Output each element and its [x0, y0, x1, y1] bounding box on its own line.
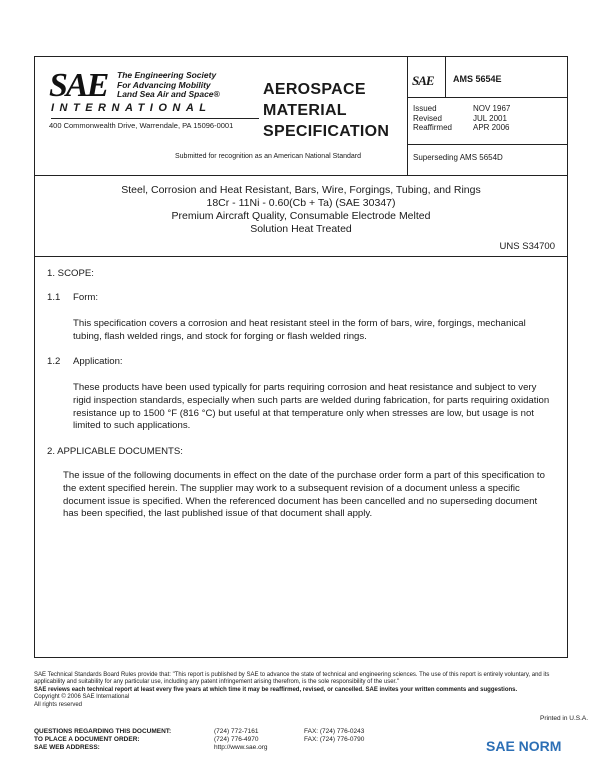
header-block: [35, 57, 567, 176]
date-row-revised: Revised JUL 2001: [413, 113, 507, 123]
date-row-reaffirmed: Reaffirmed APR 2006: [413, 123, 510, 132]
watermark-text: SAE NORM: [486, 738, 562, 754]
phone: (724) 772-7161: [214, 728, 259, 735]
paragraph: The issue of the following documents in effect on the date of the purchase order form a part of this specification to the extent specified herein. The supplier may work to a subsequent revision of a document unless a specific document issue is specified. When the referenced document has been cancelled and no superseding document has been specified, the last published issue of that document shall apply.: [63, 470, 545, 520]
tagline-line: The Engineering Society: [117, 70, 217, 80]
date-table: [413, 104, 510, 133]
document-frame: [34, 56, 568, 658]
date-row-issued: Issued NOV 1967: [413, 104, 511, 113]
uns-number: UNS S34700: [499, 241, 555, 252]
document-type: [263, 79, 389, 142]
sae-logo-tagline: [117, 71, 277, 100]
doc-type-line: MATERIAL: [263, 102, 347, 119]
logo-rule: [51, 118, 259, 119]
subsection-heading: 1.2 Application:: [47, 356, 123, 367]
tagline-line: Land Sea Air and Space®: [117, 89, 220, 99]
doc-type-line: SPECIFICATION: [263, 123, 390, 140]
section-heading: 2. APPLICABLE DOCUMENTS:: [47, 446, 183, 457]
title-line: 18Cr - 11Ni - 0.60(Cb + Ta) (SAE 30347): [206, 197, 396, 209]
divider: [407, 97, 567, 98]
ams-number: AMS 5654E: [453, 74, 502, 84]
copyright: Copyright © 2006 SAE International: [34, 694, 130, 701]
title-line: Premium Aircraft Quality, Consumable Electrode Melted: [171, 210, 431, 222]
contact-label: SAE WEB ADDRESS:: [34, 744, 100, 751]
contact-label: QUESTIONS REGARDING THIS DOCUMENT:: [34, 728, 172, 735]
subsection-heading: 1.1 Form:: [47, 292, 99, 303]
contact-label: TO PLACE A DOCUMENT ORDER:: [34, 736, 140, 743]
logo-international: INTERNATIONAL: [51, 102, 212, 114]
web-link[interactable]: http://www.sae.org: [214, 744, 268, 751]
tagline-line: For Advancing Mobility: [117, 79, 211, 90]
footer-line: SAE reviews each technical report at least every five years at which time it may be reaffirmed, revised, or cancelled. SAE invites your written comments and suggestions.: [34, 686, 518, 693]
fax: FAX: (724) 776-0790: [304, 736, 365, 743]
contact-labels: [34, 728, 214, 752]
paragraph: This specification covers a corrosion and heat resistant steel in the form of bars, wire, forgings, mechanical tubing, flash welded rings, and stock for forging or flash welded rings.: [73, 318, 526, 342]
submitted-note: Submitted for recognition as an American National Standard: [175, 153, 361, 160]
title-line: Solution Heat Treated: [250, 223, 352, 235]
address: 400 Commonwealth Drive, Warrendale, PA 15096-0001: [49, 121, 234, 130]
footer-line: SAE Technical Standards Board Rules provide that: "This report is published by SAE to advance the state of technical and engineering sciences. The use of this report is entirely voluntary, and its applicability and suitability for any particular use, including any patent infringement arising therefrom, is the sole responsibility of the user.": [34, 672, 550, 686]
divider: [407, 144, 567, 145]
fax: FAX: (724) 776-0243: [304, 728, 365, 735]
superseding: Superseding AMS 5654D: [413, 153, 503, 162]
divider: [407, 57, 408, 175]
title-block: [35, 176, 567, 257]
phone: (724) 776-4970: [214, 736, 259, 743]
contact-phones: [214, 728, 304, 752]
section-heading: 1. SCOPE:: [47, 268, 94, 279]
doc-type-line: AEROSPACE: [263, 81, 366, 98]
printed-note: Printed in U.S.A.: [540, 715, 589, 722]
contact-faxes: [304, 728, 404, 744]
footer-notes: [34, 672, 566, 709]
divider: [445, 57, 446, 97]
sae-logo-mark: SAE: [49, 67, 108, 104]
sae-small-logo: SAE: [412, 73, 434, 88]
title-line: Steel, Corrosion and Heat Resistant, Bars, Wire, Forgings, Tubing, and Rings: [121, 184, 481, 196]
rights: All rights reserved: [34, 701, 83, 708]
watermark-logo: [482, 738, 561, 756]
paragraph: These products have been used typically for parts requiring corrosion and heat resistance and subject to very rigid inspection standards, especially when such parts are welded during fabrication, for parts requiring oxidation resistance up to 1500 °F (816 °C) but useful at that temperature only when stresses are low, but usage is not limited to such applications.: [73, 382, 550, 432]
